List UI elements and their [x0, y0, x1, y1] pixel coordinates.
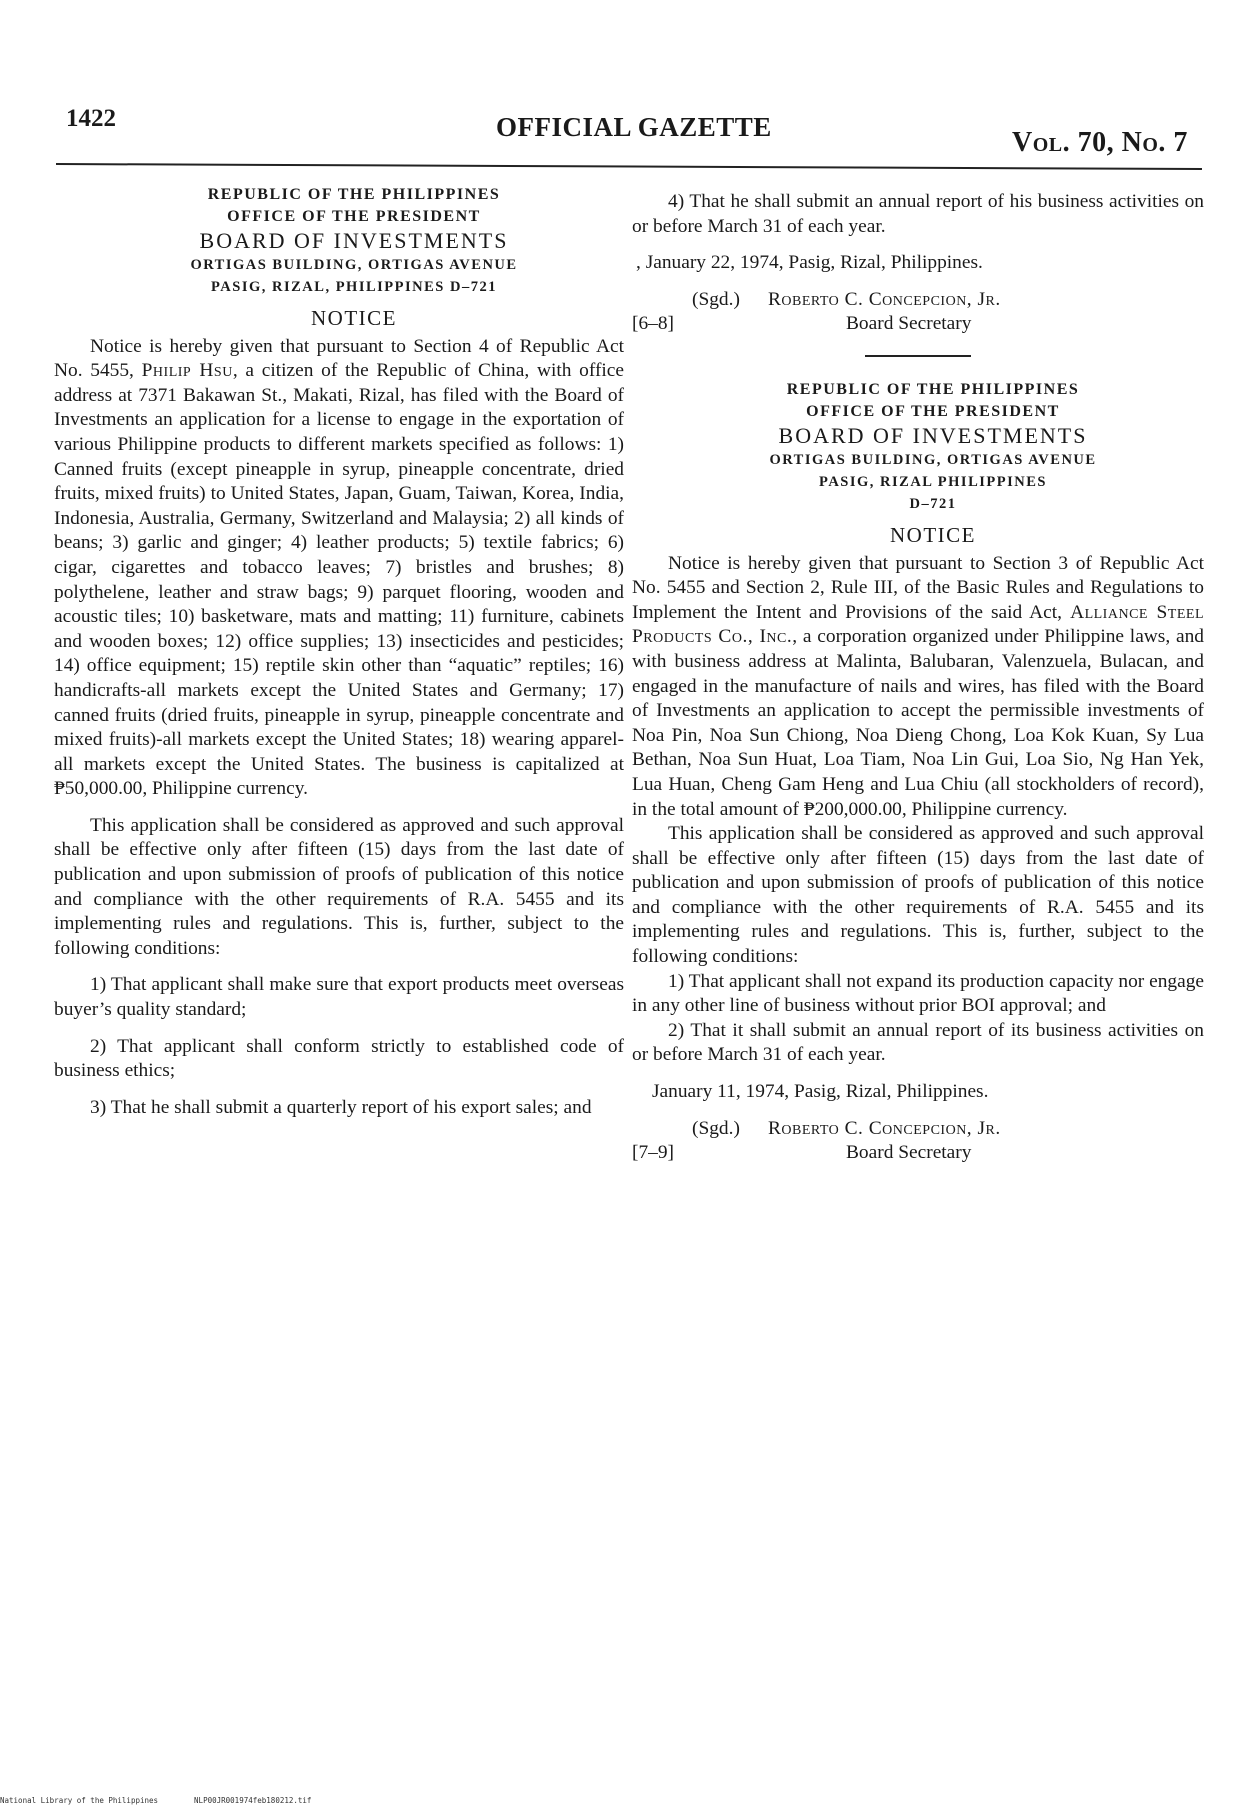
right-column — [632, 190, 1204, 1166]
notice2-sgd: (Sgd.) — [692, 1117, 740, 1139]
notice1-condition-1: 1) That applicant shall make sure that export products meet overseas buyer’s quality standard; — [54, 974, 624, 1021]
notice1-date: , January 22, 1974, Pasig, Rizal, Philippines. — [636, 252, 983, 274]
notice1-board: BOARD OF INVESTMENTS — [199, 228, 509, 253]
notice2-address: PASIG, RIZAL PHILIPPINES — [819, 473, 1047, 490]
notice2-signer-row — [632, 1141, 1204, 1166]
notice1-p1-start: Notice is hereby given that pursuant to Section 4 of Republic Act No. 5455, — [54, 335, 624, 382]
notice2-paragraph-2: This application shall be considered as approved and such approval shall be effective only after fifteen (15) days from the last date of publication and upon submission of proofs of publication of this notice and compliance with the other requirements of R.A. 5455 and its implementing rules and regulations. This is, further, subject to the following conditions: — [632, 823, 1204, 968]
notice2-p1-start: Notice is hereby given that pursuant to Section 3 of Republic Act No. 5455 and Section 2, Rule III, of the Basic Rules and Regulations to Implement the Intent and Provisions of the said Act, — [632, 552, 1204, 623]
notice1-ref: [6–8] — [632, 313, 675, 335]
notice2-signer: Roberto C. Concepcion, Jr. — [767, 1117, 1001, 1139]
notice2-date: January 11, 1974, Pasig, Rizal, Philippines. — [652, 1081, 989, 1103]
notice1-office: OFFICE OF THE PRESIDENT — [227, 208, 481, 225]
page-number: 1422 — [66, 105, 116, 132]
notice1-signer-title: Board Secretary — [846, 313, 972, 335]
notice2-republic: REPUBLIC OF THE PHILIPPINES — [786, 380, 1080, 398]
notice1-paragraph-2: This application shall be considered as approved and such approval shall be effective only after fifteen (15) days from the last date of publication and upon submission of proofs of publication of this notice and compliance with the other requirements of R.A. 5455 and its implementing rules and regulations. This is, further, subject to the following conditions: — [54, 814, 624, 959]
notice1-paragraph-1 — [54, 335, 624, 802]
notice1-sgd: (Sgd.) — [692, 288, 740, 310]
notice1-condition-4: 4) That he shall submit an annual report of his business activities on or before March 31 of each year. — [632, 191, 1204, 237]
header-rule — [56, 163, 1202, 170]
notice2-office: OFFICE OF THE PRESIDENT — [806, 402, 1060, 420]
notice2-signer-title: Board Secretary — [846, 1142, 972, 1164]
notice1-republic: REPUBLIC OF THE PHILIPPINES — [207, 186, 501, 203]
notice2-paragraph-1 — [632, 552, 1204, 823]
notice2-title: NOTICE — [890, 522, 976, 547]
notice1-condition-3: 3) That he shall submit a quarterly report of his export sales; and — [90, 1096, 592, 1118]
notice1-building: ORTIGAS BUILDING, ORTIGAS AVENUE — [190, 257, 518, 273]
notice2-signature — [632, 1117, 1204, 1142]
section-separator — [865, 355, 971, 357]
notice2-code: D–721 — [909, 495, 957, 512]
notice2-building: ORTIGAS BUILDING, ORTIGAS AVENUE — [769, 451, 1097, 468]
notice2-ref: [7–9] — [632, 1142, 675, 1164]
notice1-title: NOTICE — [311, 306, 397, 330]
notice1-applicant-name: Philip Hsu — [141, 360, 233, 382]
notice1-condition-2: 2) That applicant shall conform strictly to established code of business ethics; — [54, 1035, 624, 1082]
notice1-signer: Roberto C. Concepcion, Jr. — [767, 288, 1001, 310]
notice2-board: BOARD OF INVESTMENTS — [778, 422, 1088, 448]
publication-title: OFFICIAL GAZETTE — [496, 112, 772, 142]
notice1-p1-end: , a citizen of the Republic of China, with office address at 7371 Bakawan St., Makati, Rizal, has filed with the Board of Investments an application for a license to engage in the exportation of various Philippine products to different markets specified as follows: 1) Canned fruits (except pineapple in syrup, pineapple concentrate, dried fruits, mixed fruits) to United States, Japan, Guam, Taiwan, Korea, India, Indonesia, Australia, Germany, Switzerland and Malaysia; 2) all kinds of beans; 3) garlic and ginger; 4) leather products; 5) textile fabrics; 6) cigar, cigarettes and tobacco leaves; 7) bristles and brushes; 8) polythelene, leather and straw bags; 9) parquet flooring, wooden and acoustic tiles; 10) basketware, mats and matting; 11) furniture, cabinets and wooden boxes; 12) office supplies; 13) insecticides and pesticides; 14) office equipment; 15) reptile skin other than “aquatic” reptiles; 16) handicrafts-all markets except the United States and Germany; 17) canned fruits (dried fruits, pineapple in syrup, pineapple concentrate and mixed fruits)-all markets except the United States; 18) wearing apparel-all markets except the United States. The business is capitalized at ₱50,000.00, Philippine currency. — [54, 360, 624, 800]
notice2-applicant-name: Alliance Steel Products Co., Inc. — [632, 601, 1204, 648]
notice1-heading — [84, 184, 624, 298]
notice1-signer-row — [632, 312, 1204, 337]
footer-library: National Library of the Philippines — [0, 1796, 159, 1805]
notice1-address: PASIG, RIZAL, PHILIPPINES D–721 — [211, 279, 497, 295]
notice2-condition-2: 2) That it shall submit an annual report of its business activities on or before March 31 of each year. — [632, 1019, 1204, 1066]
scan-footer — [0, 1796, 311, 1805]
notice1-signature — [632, 288, 1204, 313]
left-column — [54, 184, 624, 1120]
notice2-p1-end: , a corporation organized under Philippine laws, and with business address at Malinta, Balubaran, Valenzuela, Bulacan, and engaged in the manufacture of nails and wires, has filed with the Board of Investments an application to accept the permissible investments of Noa Pin, Noa Sun Chiong, Noa Dieng Chong, Loa Kok Kuan, Sy Lua Bethan, Noa Sun Huat, Loa Tiam, Noa Lin Gui, Loa Sio, Ng Han Yek, Lua Huan, Cheng Gam Heng and Lua Chiu (all stockholders of record), in the total amount of ₱200,000.00, Philippine currency. — [632, 626, 1204, 820]
notice2-heading — [662, 379, 1204, 515]
notice2-condition-1: 1) That applicant shall not expand its production capacity nor engage in any other line of business without prior BOI approval; and — [632, 970, 1204, 1017]
footer-filename: NLP00JR001974feb180212.tif — [194, 1796, 312, 1805]
volume-number: Vol. 70, No. 7 — [1012, 127, 1188, 158]
